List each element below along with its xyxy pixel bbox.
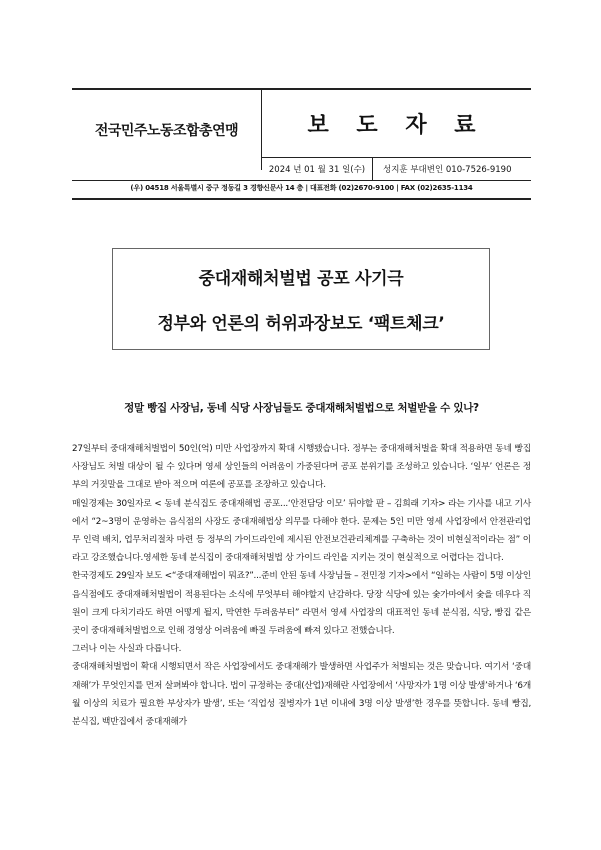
address-line: (우) 04518 서울특별시 중구 정동길 3 경향신문사 14 층 | 대표전화 (02)2670-9100 | FAX (02)2635-1134 [72, 178, 531, 200]
paragraph: 매일경제는 30일자로 < 동네 분식집도 중대재해법 공포...‘안전담당 이모’ 뒤야할 판 – 김희래 기자> 라는 기사를 내고 기사에서 “2~3명이 운영하는 음식점의 사장도 중대재해법상 의무를 다해야 한다. 문제는 5인 미만 영세 사업장에서 안전관리업무 인력 배치, 업무처리절차 마련 등 정부의 가이드라인에 제시된 안전보건관리체계를 구축하는 것이 비현실적이라는 점” 이라고 강조했습니다.영세한 동네 분식집이 중대재해처벌법 상 가이드 라인을 지키는 것이 현실적으로 어렵다는 겁니다. [72, 498, 531, 564]
press-release-title: 보 도 자 료 [262, 90, 531, 158]
headline-line-2: 정부와 언론의 허위과장보도 ‘팩트체크’ [157, 314, 445, 334]
headline-line-1: 중대재해처벌법 공포 사기극 [198, 269, 404, 289]
paragraph: 중대재해처벌법이 확대 시행되면서 작은 사업장에서도 중대재해가 발생하면 사업주가 처벌되는 것은 맞습니다. 여기서 ‘중대재해’가 무엇인지를 먼저 살펴봐야 합니다. 법이 규정하는 중대(산업)재해란 사업장에서 ‘사망자가 1명 이상 발생’하거나 ‘6개월 이상의 치료가 필요한 부상자가 발생’, 또는 ‘직업성 질병자가 1년 이내에 3명 이상 발생’한 경우를 뜻합니다. 동네 빵집, 분식집, 백반집에서 중대재해가 [72, 662, 531, 728]
press-release-header [72, 88, 531, 181]
release-date: 2024 년 01 월 31 일(수) [262, 158, 373, 180]
subtitle: 정말 빵집 사장님, 동네 식당 사장님들도 중대재해처벌법으로 처벌받을 수 있나? [124, 402, 479, 414]
paragraph: 한국경제도 29일자 보도 <“중대재해법이 뭐죠?”...준비 안된 동네 사장님들 – 전민정 기자>에서 “일하는 사람이 5명 이상인 음식점에도 중대재해처벌법이 적용된다는 소식에 무엇부터 해야할지 난감하다. 당장 식당에 있는 숯가마에서 숯을 데우다 직원이 크게 다치기라도 하면 어떻게 될지, 막연한 두려움부터” 라면서 영세 사업장의 대표적인 동네 분식점, 식당, 빵집 같은 곳이 중대재해처벌법으로 인해 경영상 어려움에 빠질 두려움에 빠져 있다고 전했습니다. [72, 571, 531, 637]
paragraph: 27일부터 중대재해처벌법이 50인(억) 미만 사업장까지 확대 시행됐습니다. 정부는 중대재해처벌을 확대 적용하면 동네 빵집 사장님도 처벌 대상이 될 수 있다며 영세 상인들의 어려움이 가중된다며 공포 분위기를 조성하고 있습니다. ‘일부’ 언론은 정부의 거짓말을 그대로 받아 적으며 여론에 공포를 조장하고 있습니다. [72, 444, 531, 491]
body-text [72, 440, 531, 731]
contact-info: 성지훈 부대변인 010-7526-9190 [383, 165, 512, 175]
headline-box [112, 248, 490, 350]
organization-name: 전국민주노동조합총연맹 [72, 90, 262, 170]
paragraph: 그러나 이는 사실과 다릅니다. [72, 644, 182, 655]
